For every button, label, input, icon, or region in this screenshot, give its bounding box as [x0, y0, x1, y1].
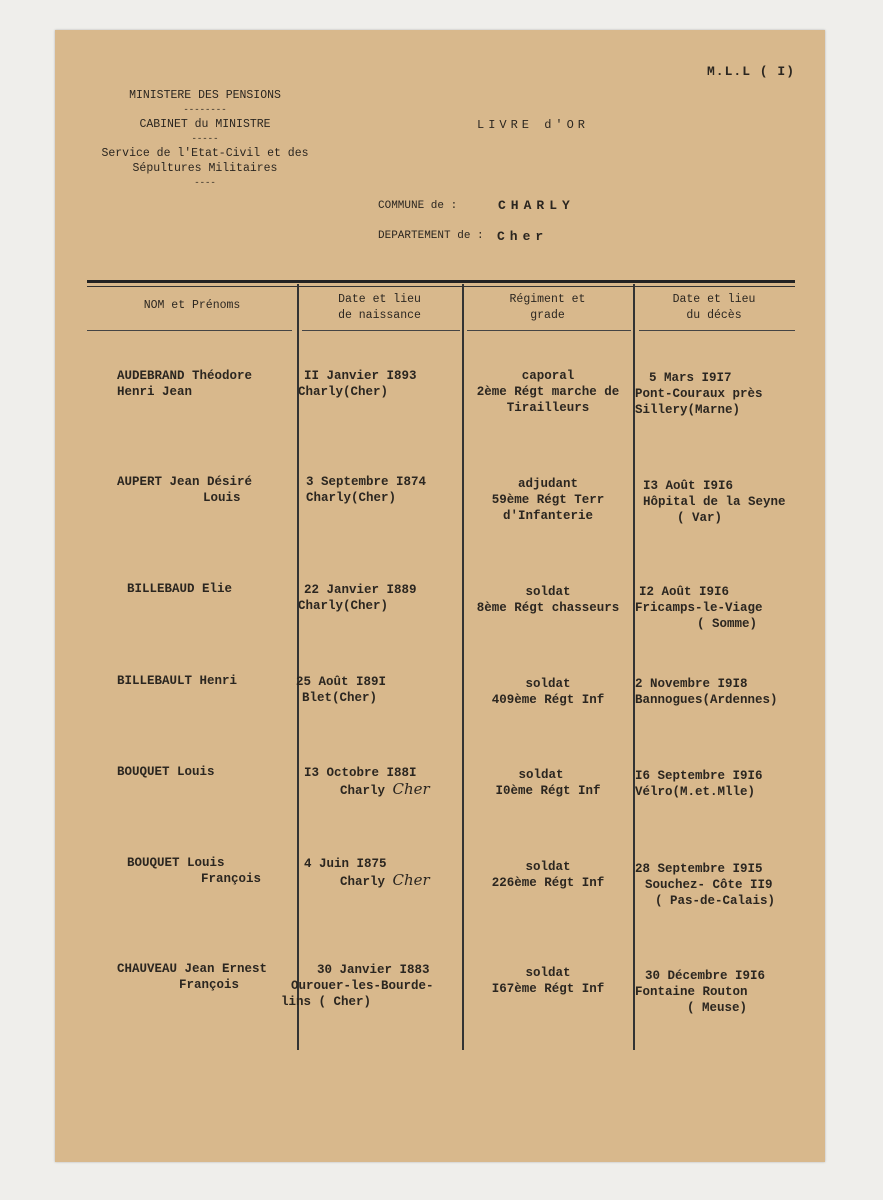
name-cell — [127, 581, 232, 597]
death-cell — [635, 478, 786, 526]
birth-date: 22 Janvier I889 — [304, 583, 417, 597]
birth-place: Blet(Cher) — [302, 691, 378, 705]
column-header-birth-line2: de naissance — [338, 309, 421, 322]
death-place: Hôpital de la Seyne — [643, 495, 786, 509]
birth-cell — [298, 856, 430, 890]
birth-cell — [298, 474, 426, 506]
cabinet-name: CABINET du MINISTRE — [139, 118, 271, 131]
death-cell — [635, 584, 763, 632]
service-name-line2: Sépultures Militaires — [132, 162, 278, 175]
table-top-rule — [87, 280, 795, 283]
name-line: François — [201, 872, 262, 886]
birth-place-typed: Charly — [340, 875, 386, 889]
regiment-continued: d'Infanterie — [502, 509, 593, 523]
birth-place: Charly(Cher) — [298, 599, 389, 613]
table-top-rule-thin — [87, 286, 795, 287]
name-line: Louis — [203, 491, 241, 505]
commune-value: CHARLY — [498, 198, 575, 213]
issuing-authority-block — [75, 86, 335, 188]
name-line: BOUQUET Louis — [117, 765, 215, 779]
regiment-cell — [463, 965, 633, 997]
birth-place — [340, 781, 430, 799]
death-place: Bannogues(Ardennes) — [635, 693, 778, 707]
birth-date: 30 Janvier I883 — [317, 963, 430, 977]
regiment: 2ème Régt marche de — [476, 385, 620, 399]
death-cell — [635, 968, 765, 1016]
death-place: Fricamps-le-Viage — [635, 601, 763, 615]
regiment: I0ème Régt Inf — [495, 784, 601, 798]
name-cell — [127, 855, 261, 887]
death-place-continued: ( Var) — [677, 511, 723, 525]
regiment: 409ème Régt Inf — [491, 693, 605, 707]
regiment-cell — [463, 476, 633, 524]
column-header-death-line1: Date et lieu — [672, 293, 756, 306]
grade: adjudant — [517, 477, 578, 491]
header-underline — [302, 330, 460, 331]
regiment-cell — [463, 368, 633, 416]
birth-date: I3 Octobre I88I — [304, 766, 417, 780]
death-cell — [635, 768, 763, 800]
column-header-regiment — [462, 292, 633, 324]
death-place-continued: ( Pas-de-Calais) — [655, 894, 776, 908]
regiment-cell — [463, 767, 633, 799]
ministry-name: MINISTERE DES PENSIONS — [129, 89, 281, 102]
death-date: I2 Août I9I6 — [639, 585, 730, 599]
name-line: CHAUVEAU Jean Ernest — [117, 962, 268, 976]
regiment: 226ème Régt Inf — [491, 876, 605, 890]
regiment: 8ème Régt chasseurs — [476, 601, 620, 615]
regiment-cell — [463, 584, 633, 616]
departement-value: Cher — [497, 229, 549, 244]
birth-date: 4 Juin I875 — [304, 857, 387, 871]
name-line: BILLEBAULT Henri — [117, 674, 238, 688]
separator: ---- — [194, 178, 216, 188]
death-place-continued: Sillery(Marne) — [635, 403, 741, 417]
death-place: Souchez- Côte II9 — [645, 878, 773, 892]
death-cell — [635, 370, 763, 418]
birth-cell — [281, 962, 434, 1010]
birth-cell — [296, 674, 386, 706]
column-header-death — [633, 292, 795, 324]
grade: soldat — [525, 677, 571, 691]
regiment: 59ème Régt Terr — [491, 493, 605, 507]
regiment-cell — [463, 676, 633, 708]
grade: soldat — [518, 768, 564, 782]
header-underline — [639, 330, 795, 331]
name-line: BOUQUET Louis — [127, 856, 225, 870]
header-underline — [87, 330, 292, 331]
column-header-birth-line1: Date et lieu — [338, 293, 421, 306]
name-line: AUPERT Jean Désiré — [117, 475, 253, 489]
birth-date: 3 Septembre I874 — [306, 475, 427, 489]
document-page — [55, 30, 825, 1162]
name-cell — [117, 673, 237, 689]
name-cell — [117, 474, 252, 506]
departement-label: DEPARTEMENT de : — [378, 230, 484, 242]
death-place: Vélro(M.et.Mlle) — [635, 785, 756, 799]
column-header-regiment-line2: grade — [530, 309, 565, 322]
death-date: 5 Mars I9I7 — [649, 371, 732, 385]
header-underline — [467, 330, 631, 331]
separator: -------- — [183, 105, 227, 115]
death-place: Fontaine Routon — [635, 985, 748, 999]
death-date: I3 Août I9I6 — [643, 479, 734, 493]
commune-label: COMMUNE de : — [378, 200, 458, 212]
grade: soldat — [525, 860, 571, 874]
handwritten-annotation: Cher — [392, 780, 430, 798]
birth-place: Charly(Cher) — [298, 385, 389, 399]
column-header-regiment-line1: Régiment et — [509, 293, 586, 306]
column-header-name: NOM et Prénoms — [143, 299, 241, 312]
death-date: 28 Septembre I9I5 — [635, 862, 763, 876]
regiment: I67ème Régt Inf — [491, 982, 605, 996]
name-line: BILLEBAUD Elie — [127, 582, 233, 596]
name-cell — [117, 961, 267, 993]
regiment-cell — [463, 859, 633, 891]
birth-place-continued: lins ( Cher) — [281, 995, 372, 1009]
column-header-birth — [297, 292, 462, 324]
handwritten-annotation: Cher — [392, 871, 430, 889]
death-place: Pont-Couraux près — [635, 387, 763, 401]
name-cell — [117, 764, 215, 780]
death-place-continued: ( Somme) — [697, 617, 758, 631]
grade: caporal — [521, 369, 575, 383]
name-line: François — [179, 978, 240, 992]
column-header-death-line2: du décès — [686, 309, 742, 322]
birth-date: II Janvier I893 — [304, 369, 417, 383]
death-cell — [635, 861, 775, 909]
death-place-continued: ( Meuse) — [687, 1001, 748, 1015]
grade: soldat — [525, 585, 571, 599]
regiment-continued: Tirailleurs — [506, 401, 590, 415]
grade: soldat — [525, 966, 571, 980]
birth-place — [340, 872, 430, 890]
birth-cell — [298, 582, 417, 614]
name-line: AUDEBRAND Théodore — [117, 369, 253, 383]
death-date: I6 Septembre I9I6 — [635, 769, 763, 783]
service-name-line1: Service de l'Etat-Civil et des — [101, 147, 309, 160]
birth-cell — [298, 368, 417, 400]
name-cell — [117, 368, 252, 400]
birth-place: Charly(Cher) — [306, 491, 397, 505]
separator: ----- — [191, 134, 219, 144]
birth-place-typed: Charly — [340, 784, 386, 798]
death-date: 2 Novembre I9I8 — [635, 677, 748, 691]
document-reference: M.L.L ( I) — [706, 64, 795, 79]
name-line: Henri Jean — [117, 385, 193, 399]
death-cell — [635, 676, 778, 708]
birth-place: Ourouer-les-Bourde- — [291, 979, 434, 993]
birth-cell — [298, 765, 430, 799]
death-date: 30 Décembre I9I6 — [645, 969, 766, 983]
document-title: LIVRE d'OR — [477, 118, 590, 132]
birth-date: 25 Août I89I — [296, 675, 387, 689]
